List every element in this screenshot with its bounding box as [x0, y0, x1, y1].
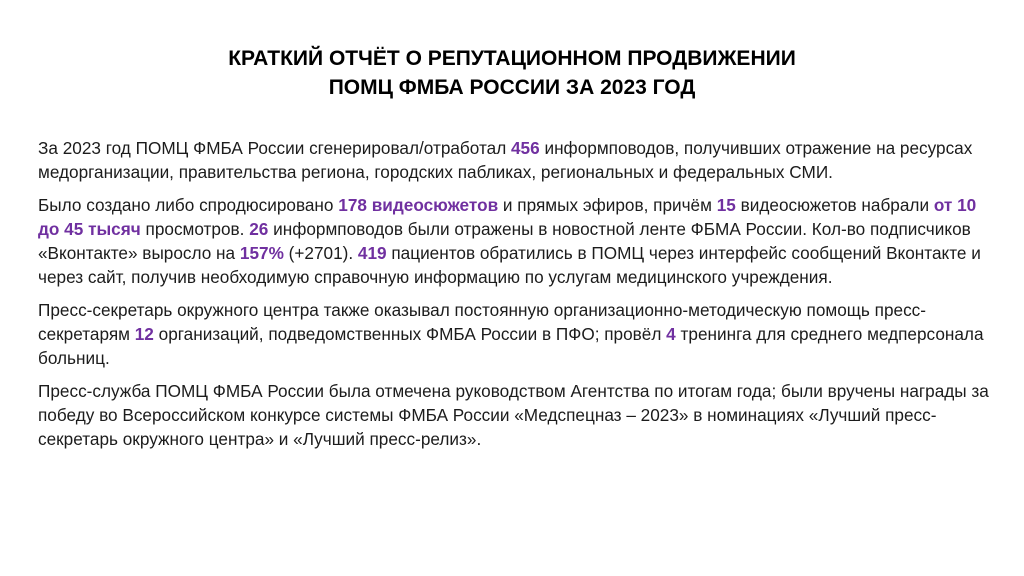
paragraph-video — [38, 193, 990, 289]
paragraph-press-secretary — [38, 298, 990, 370]
page-title — [0, 44, 1024, 102]
highlight-26: 26 — [249, 219, 269, 239]
text-segment: тренинга для среднего медперсонала больниц. — [38, 324, 984, 368]
text-segment: видеосюжетов набрали — [735, 195, 934, 215]
highlight-15: 15 — [716, 195, 736, 215]
text-segment: Пресс-служба ПОМЦ ФМБА России была отмечена руководством Агентства по итогам года; были вручены награды за победу во Всероссийском конкурсе системы ФМБА России «Медспецназ – 2023» в номинациях «Лучший пресс-секретарь окружного центра» и «Лучший пресс-релиз». — [38, 381, 989, 449]
report-body — [38, 136, 990, 460]
highlight-views-range: от 10 до 45 тысяч — [38, 195, 977, 239]
title-line-1: КРАТКИЙ ОТЧЁТ О РЕПУТАЦИОННОМ ПРОДВИЖЕНИИ — [228, 47, 796, 70]
text-segment: организаций, подведомственных ФМБА России в ПФО; провёл — [153, 324, 667, 344]
highlight-419: 419 — [357, 243, 387, 263]
text-segment: Пресс-секретарь окружного центра также оказывал постоянную организационно-методическую помощь пресс-секретарям — [38, 300, 926, 344]
highlight-videos: 178 видеосюжетов — [338, 195, 499, 215]
text-segment: За 2023 год ПОМЦ ФМБА России сгенерировал/отработал — [38, 138, 511, 158]
text-segment: пациентов обратились в ПОМЦ через интерфейс сообщений Вконтакте и через сайт, получив необходимую справочную информацию по услугам медицинского учреждения. — [38, 243, 981, 287]
text-segment: Было создано либо спродюсировано — [38, 195, 339, 215]
text-segment: информповодов, получивших отражение на ресурсах медорганизации, правительства региона, городских пабликах, региональных и федеральных СМИ. — [38, 138, 973, 182]
text-segment: и прямых эфиров, причём — [498, 195, 717, 215]
title-line-2: ПОМЦ ФМБА РОССИИ ЗА 2023 ГОД — [328, 76, 696, 99]
text-segment: просмотров. — [140, 219, 250, 239]
text-segment: (+2701). — [283, 243, 358, 263]
highlight-456: 456 — [511, 138, 540, 158]
paragraph-awards — [38, 379, 990, 451]
highlight-4: 4 — [666, 324, 676, 344]
highlight-157-percent: 157% — [239, 243, 284, 263]
paragraph-infopovody — [38, 136, 990, 184]
highlight-12: 12 — [134, 324, 154, 344]
text-segment: информповодов были отражены в новостной ленте ФБМА России. Кол-во подписчиков «Вконтакте» выросло на — [38, 219, 971, 263]
